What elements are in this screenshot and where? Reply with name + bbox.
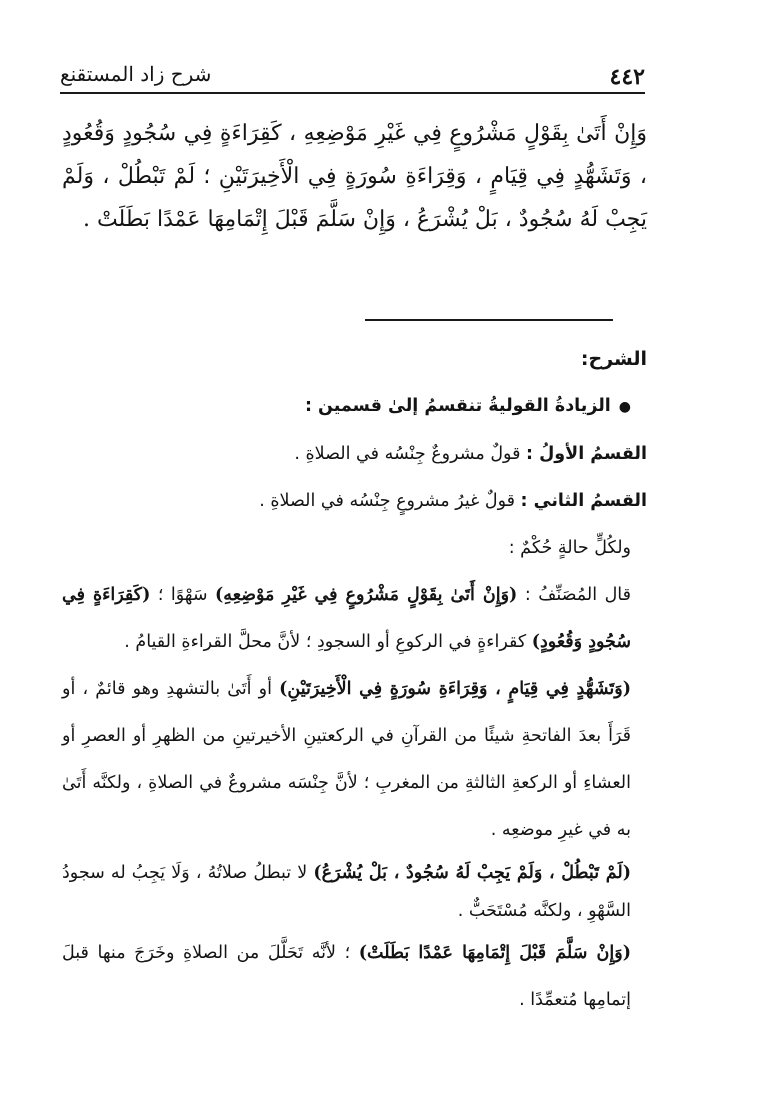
page-number: ٤٤٢ xyxy=(609,64,645,90)
paragraph-1-quote-2: (كَقِرَاءَةٍ فِي سُجُودٍ وَقُعُودٍ) xyxy=(62,585,631,652)
bullet-icon: ● xyxy=(618,399,631,415)
bullet-text: الزيادةُ القوليةُ تنقسمُ إلىٰ قسمين : xyxy=(304,396,611,416)
matn-text: وَإِنْ أَتَىٰ بِقَوْلٍ مَشْرُوعٍ فِي غَيْرِ مَوْضِعِهِ ، كَقِرَاءَةٍ فِي سُجُودٍ وَقُعُودٍ ، وَتَشَهُّدٍ فِي قِيَامٍ ، وَقِرَاءَةِ سُورَةٍ فِي الْأَخِيرَتَيْنِ ؛ لَمْ تَبْطُلْ ، وَلَمْ يَجِبْ لَهُ سُجُودٌ ، بَلْ يُشْرَعُ ، وَإِنْ سَلَّمَ قَبْلَ إِتْمَامِهَا عَمْدًا بَطَلَتْ . xyxy=(62,121,647,232)
paragraph-2-text: أو أَتَىٰ بالتشهدِ وهو قائمٌ ، أو قَرَأَ بعدَ الفاتحةِ شيئًا من القرآنِ في الركعتينِ الأخيرتينِ من الظهرِ أو العصرِ أو العشاءِ أو الركعةِ الثالثةِ من المغربِ ؛ لأنَّ جِنْسَه مشروعٌ في الصلاةِ ، ولكنَّه أَتَىٰ به في غيرِ موضعِه . xyxy=(62,679,631,840)
paragraph-4-text: ؛ لأنَّه تَحَلَّلَ من الصلاةِ وخَرَجَ منها قبلَ إتمامِها مُتعمِّدًا . xyxy=(62,943,631,1010)
commentary-heading: الشرح: xyxy=(580,348,647,370)
first-category-label: القسمُ الأولُ : xyxy=(526,444,647,464)
bullet-line xyxy=(62,383,647,431)
second-category-label: القسمُ الثاني : xyxy=(520,491,647,511)
paragraph-1-mid: سَهْوًا ؛ xyxy=(150,585,216,605)
paragraph-1-quote-1: (وَإِنْ أَتَىٰ بِقَوْلٍ مَشْرُوعٍ فِي غَيْرِ مَوْضِعِهِ) xyxy=(215,585,518,605)
paragraph-2-quote: (وَتَشَهُّدٍ فِي قِيَامٍ ، وَقِرَاءَةِ سُورَةٍ فِي الْأَخِيرَتَيْنِ) xyxy=(279,679,631,699)
paragraph-3-text: لا تبطلُ صلاتُهُ ، وَلَا يَجِبُ له سجودُ السَّهْوِ ، ولكنَّه مُسْتَحَبٌّ . xyxy=(62,863,631,921)
each-case-line: ولكُلٍّ حالةٍ حُكْمٌ : xyxy=(508,538,631,558)
paragraph-3-quote: (لَمْ تَبْطُلْ ، وَلَمْ يَجِبْ لَهُ سُجُودٌ ، بَلْ يُشْرَعُ) xyxy=(313,863,631,883)
second-category-text: قولٌ غيرُ مشروعٍ جِنْسُه في الصلاةِ . xyxy=(259,491,521,511)
paragraph-1-lead: قال المُصَنِّفُ : xyxy=(517,585,631,605)
first-category xyxy=(62,431,647,478)
paragraph-1-text: كقراءةٍ في الركوعِ أو السجودِ ؛ لأنَّ محلَّ القراءةِ القيامُ . xyxy=(124,632,532,652)
running-header xyxy=(60,56,645,94)
paragraph-4 xyxy=(62,930,647,1024)
paragraph-2 xyxy=(62,666,647,854)
book-title: شرح زاد المستقنع xyxy=(60,62,212,86)
paragraph-1 xyxy=(62,572,647,666)
paragraph-4-quote: (وَإِنْ سَلَّمَ قَبْلَ إِتْمَامِهَا عَمْدًا بَطَلَتْ) xyxy=(358,943,631,963)
paragraph-3 xyxy=(62,854,647,930)
section-divider xyxy=(365,319,613,321)
first-category-text: قولٌ مشروعٌ جِنْسُه في الصلاةِ . xyxy=(294,444,527,464)
second-category xyxy=(62,478,647,525)
commentary xyxy=(62,336,647,1024)
